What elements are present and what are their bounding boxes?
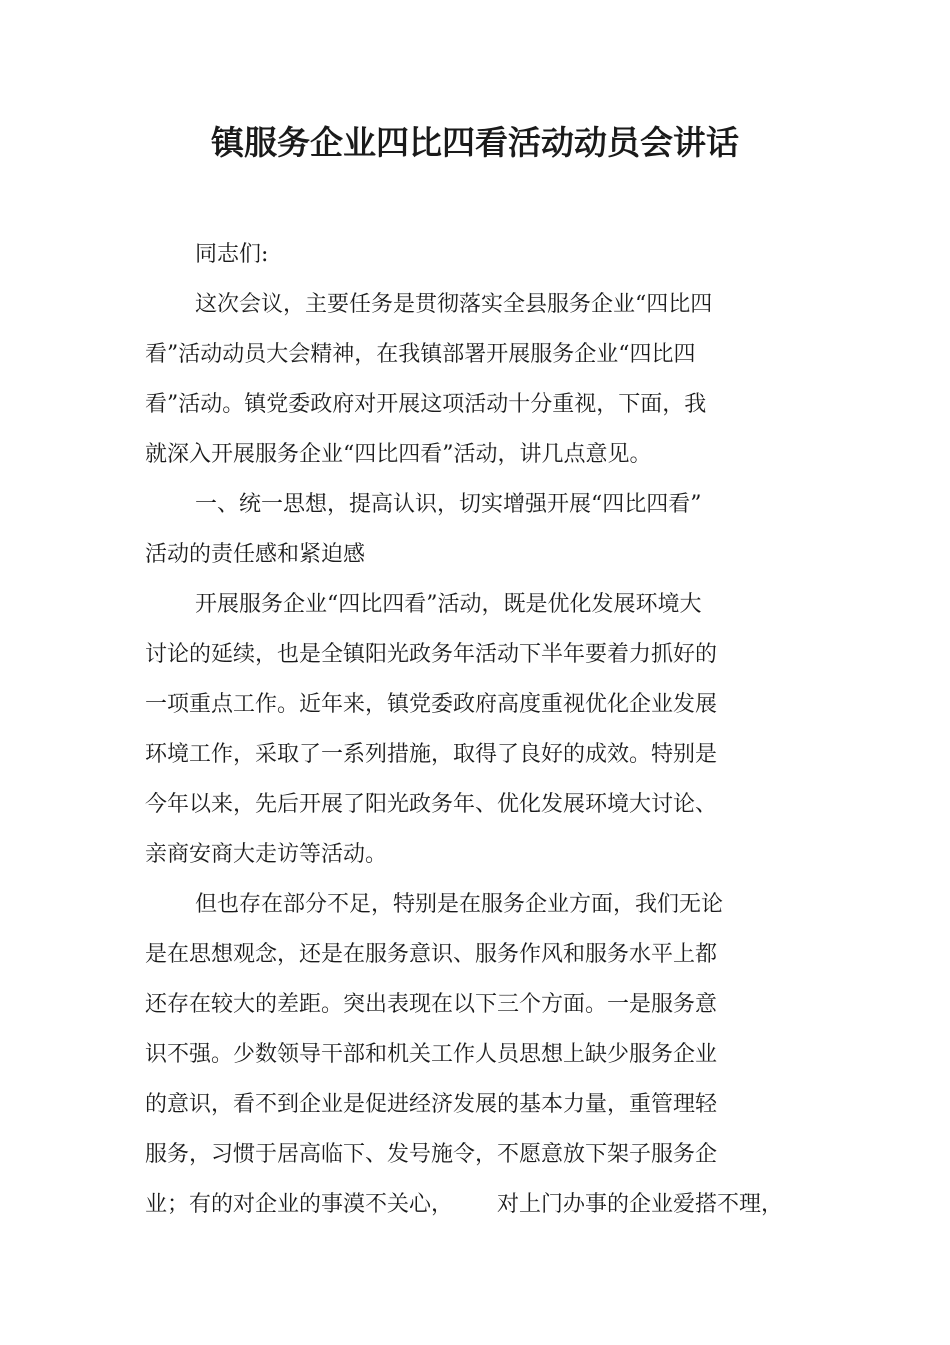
paragraph-line: 开展服务企业“四比四看”活动，既是优化发展环境大	[195, 592, 702, 617]
paragraph-line: 就深入开展服务企业“四比四看”活动，讲几点意见。	[145, 442, 652, 467]
paragraph-line: 服务，习惯于居高临下、发号施令，不愿意放下架子服务企	[145, 1142, 718, 1167]
paragraph-line: 亲商安商大走访等活动。	[145, 842, 388, 867]
paragraph-line: 一项重点工作。近年来，镇党委政府高度重视优化企业发展	[145, 692, 718, 717]
paragraph-line-part: 对上门办事的企业爱搭不理，	[497, 1192, 784, 1217]
paragraph-line: 环境工作，采取了一系列措施，取得了良好的成效。特别是	[145, 742, 718, 767]
paragraph-line: 识不强。少数领导干部和机关工作人员思想上缺少服务企业	[145, 1042, 718, 1067]
paragraph-line: 看”活动。镇党委政府对开展这项活动十分重视，下面，我	[145, 392, 707, 417]
section-heading-line: 活动的责任感和紧迫感	[145, 542, 366, 567]
section-heading-line: 一、统一思想，提高认识，切实增强开展“四比四看”	[195, 492, 702, 517]
paragraph-line: 看”活动动员大会精神，在我镇部署开展服务企业“四比四	[145, 342, 696, 367]
paragraph-line: 是在思想观念，还是在服务意识、服务作风和服务水平上都	[145, 942, 718, 967]
salutation: 同志们:	[195, 242, 269, 267]
paragraph-line: 今年以来，先后开展了阳光政务年、优化发展环境大讨论、	[145, 792, 718, 817]
paragraph-line-part: 业；有的对企业的事漠不关心，	[145, 1192, 454, 1217]
document-title: 镇服务企业四比四看活动动员会讲话	[211, 123, 739, 162]
paragraph-line	[145, 1190, 783, 1220]
paragraph-line: 讨论的延续，也是全镇阳光政务年活动下半年要着力抓好的	[145, 642, 718, 667]
paragraph-line: 还存在较大的差距。突出表现在以下三个方面。一是服务意	[145, 992, 718, 1017]
paragraph-line: 的意识，看不到企业是促进经济发展的基本力量，重管理轻	[145, 1092, 718, 1117]
paragraph-line: 这次会议，主要任务是贯彻落实全县服务企业“四比四	[195, 292, 713, 317]
paragraph-line: 但也存在部分不足，特别是在服务企业方面，我们无论	[195, 892, 724, 917]
